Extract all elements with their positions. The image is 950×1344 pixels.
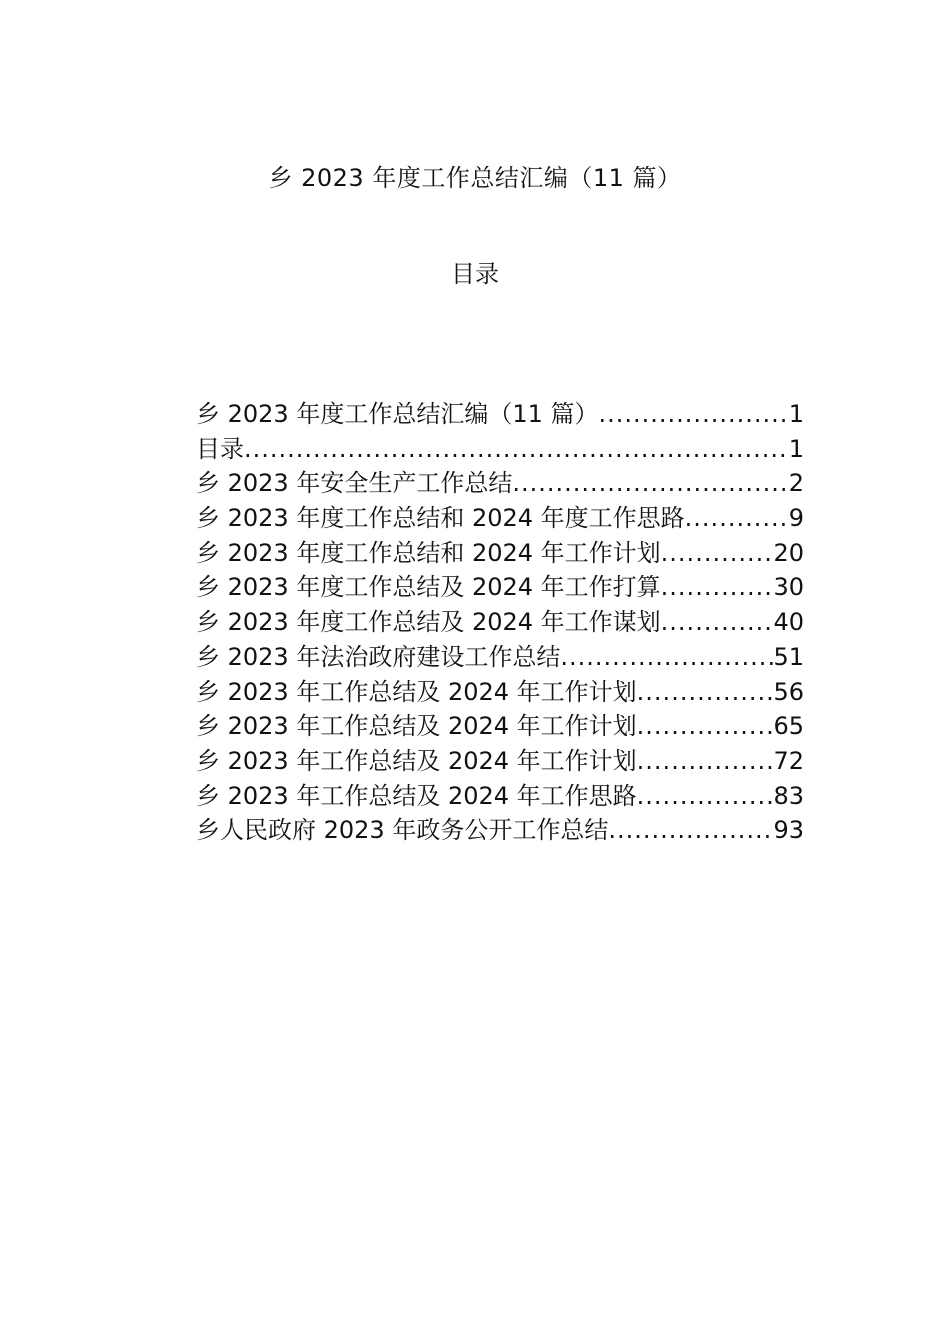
toc-entry-title: 乡 2023 年度工作总结汇编（11 篇） <box>196 400 599 428</box>
toc-entry[interactable] <box>196 605 804 640</box>
toc-entry[interactable] <box>196 813 804 848</box>
toc-entry-title: 乡 2023 年工作总结及 2024 年工作计划 <box>196 677 637 706</box>
toc-entry[interactable] <box>196 501 804 536</box>
toc-page-number: 93 <box>773 816 804 845</box>
toc-dot-leader <box>637 709 774 744</box>
toc-entry-title: 乡 2023 年工作总结及 2024 年工作思路 <box>196 781 637 810</box>
toc-entry[interactable] <box>196 466 804 501</box>
document-title: 乡 2023 年度工作总结汇编（11 篇） <box>268 164 682 192</box>
toc-page-number: 20 <box>773 538 804 567</box>
toc-page-number: 65 <box>773 712 804 741</box>
toc-page-number: 83 <box>773 781 804 810</box>
toc-entry-title: 目录 <box>196 434 244 463</box>
toc-page-number: 30 <box>773 573 804 602</box>
toc-page-number: 72 <box>773 746 804 775</box>
toc-entry-title: 乡人民政府 2023 年政务公开工作总结 <box>196 816 609 845</box>
toc-page-number: 1 <box>788 434 804 463</box>
toc-entry[interactable] <box>196 675 804 710</box>
toc-entry-title: 乡 2023 年工作总结及 2024 年工作计划 <box>196 746 637 775</box>
toc-page-number: 2 <box>788 469 804 498</box>
toc-dot-leader <box>599 397 789 432</box>
toc-dot-leader <box>637 675 774 710</box>
toc-entry[interactable] <box>196 709 804 744</box>
toc-page-number: 1 <box>788 400 804 428</box>
toc-entry-title: 乡 2023 年安全生产工作总结 <box>196 469 513 498</box>
toc-dot-leader <box>512 466 788 501</box>
toc-entry[interactable] <box>196 744 804 779</box>
toc-entry[interactable] <box>196 779 804 814</box>
toc-dot-leader <box>661 536 774 571</box>
toc-dot-leader <box>661 570 774 605</box>
toc-entry-title: 乡 2023 年工作总结及 2024 年工作计划 <box>196 712 637 741</box>
toc-entry[interactable] <box>196 397 804 432</box>
toc-entry-title: 乡 2023 年法治政府建设工作总结 <box>196 642 561 671</box>
toc-page-number: 51 <box>773 642 804 671</box>
toc-dot-leader <box>661 605 774 640</box>
toc-dot-leader <box>685 501 789 536</box>
toc-entry[interactable] <box>196 570 804 605</box>
toc-dot-leader <box>608 813 773 848</box>
toc-entry-title: 乡 2023 年度工作总结和 2024 年度工作思路 <box>196 504 685 533</box>
table-of-contents <box>196 397 804 848</box>
toc-entry-title: 乡 2023 年度工作总结和 2024 年工作计划 <box>196 538 661 567</box>
toc-page-number: 56 <box>773 677 804 706</box>
toc-entry-title: 乡 2023 年度工作总结及 2024 年工作谋划 <box>196 608 661 637</box>
toc-dot-leader <box>244 432 789 467</box>
toc-entry[interactable] <box>196 432 804 467</box>
toc-dot-leader <box>637 744 774 779</box>
toc-entry[interactable] <box>196 536 804 571</box>
toc-entry[interactable] <box>196 640 804 675</box>
toc-entry-title: 乡 2023 年度工作总结及 2024 年工作打算 <box>196 573 661 602</box>
toc-heading: 目录 <box>451 260 499 288</box>
toc-dot-leader <box>637 779 774 814</box>
toc-page-number: 9 <box>788 504 804 533</box>
toc-page-number: 40 <box>773 608 804 637</box>
toc-dot-leader <box>560 640 773 675</box>
